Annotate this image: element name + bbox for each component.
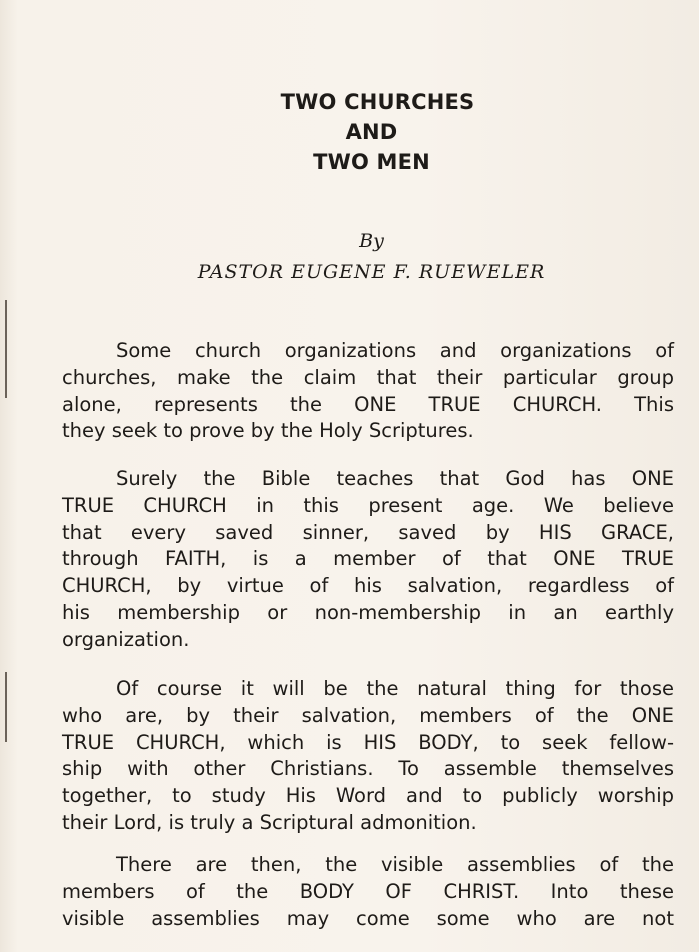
paragraph-line: who are, by their salvation, members of the ONE <box>62 703 674 727</box>
paragraph-line: organization. <box>62 627 190 651</box>
byline-author: PASTOR EUGENE F. RUEWELER <box>197 261 546 283</box>
paragraph-line: members of the BODY OF CHRIST. Into these <box>62 879 674 903</box>
margin-mark <box>5 300 7 398</box>
title-line-3: TWO MEN <box>313 150 430 174</box>
paragraph-line: There are then, the visible assemblies of the <box>116 853 674 876</box>
paragraph-line: visible assemblies may come some who are not <box>62 906 674 930</box>
paragraph-line: together, to study His Word and to publicly worship <box>62 784 674 808</box>
paragraph-2 <box>62 466 674 654</box>
paragraph-line: TRUE CHURCH, which is HIS BODY, to seek fellow- <box>62 730 674 754</box>
paragraph-line: they seek to prove by the Holy Scriptures. <box>62 419 474 443</box>
title-line-2: AND <box>345 120 398 144</box>
paragraph-line: that every saved sinner, saved by HIS GRACE, <box>62 520 674 544</box>
paragraph-line: alone, represents the ONE TRUE CHURCH. This <box>62 392 674 416</box>
paragraph-1 <box>62 338 674 445</box>
byline-by: By <box>359 230 384 252</box>
paragraph-line: ship with other Christians. To assemble themselves <box>62 757 674 781</box>
paragraph-line: TRUE CHURCH in this present age. We believe <box>62 493 674 517</box>
paragraph-3 <box>62 676 674 837</box>
paragraph-line: Some church organizations and organizations of <box>116 339 674 362</box>
title-line-1: TWO CHURCHES <box>280 90 475 114</box>
paragraph-4 <box>62 852 674 932</box>
paragraph-line: churches, make the claim that their particular group <box>62 365 674 389</box>
margin-mark <box>5 672 7 742</box>
paragraph-line: Of course it will be the natural thing for those <box>116 677 674 700</box>
paragraph-line: their Lord, is truly a Scriptural admonition. <box>62 810 477 834</box>
paragraph-line: through FAITH, is a member of that ONE TRUE <box>62 547 674 571</box>
paragraph-line: CHURCH, by virtue of his salvation, regardless of <box>62 574 674 598</box>
paragraph-line: his membership or non-membership in an earthly <box>62 600 674 624</box>
paragraph-line: Surely the Bible teaches that God has ONE <box>116 467 674 490</box>
